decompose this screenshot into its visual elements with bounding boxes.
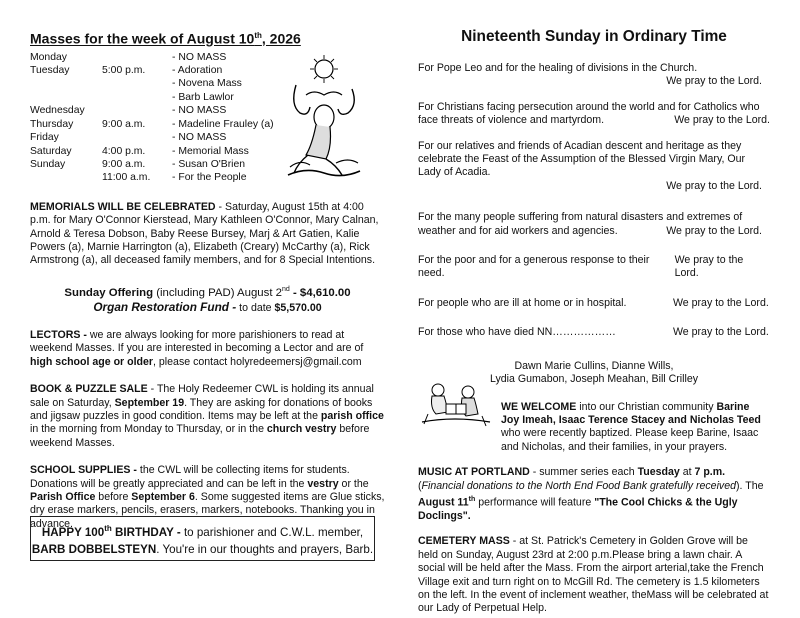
prayer-7 bbox=[418, 326, 770, 339]
children-reading-illustration-icon bbox=[418, 380, 493, 430]
memorials-paragraph bbox=[30, 201, 385, 268]
book-sale-office: parish office bbox=[320, 409, 384, 422]
offering-label: Sunday Offering bbox=[64, 286, 154, 299]
mass-schedule-table bbox=[30, 51, 312, 185]
birthday-name: BARB DOBBELSTEYN bbox=[31, 542, 157, 556]
schedule-row bbox=[30, 118, 312, 131]
schedule-time: 9:00 a.m. bbox=[102, 158, 146, 170]
schedule-row bbox=[30, 91, 312, 104]
welcome-text-2: who were recently baptized. Please keep Barine, Isaac and Nicholas, and their families, in your prayers. bbox=[501, 427, 759, 453]
music-date-sup: th bbox=[468, 495, 476, 503]
schedule-day bbox=[30, 91, 102, 104]
schedule-day: Saturday bbox=[30, 145, 72, 157]
music-band: "The Cool Chicks & the Ugly Doclings". bbox=[418, 496, 738, 522]
prayer-1-response: We pray to the Lord. bbox=[666, 75, 762, 88]
birthday-heading-2: BIRTHDAY - bbox=[111, 525, 181, 539]
prayer-5 bbox=[418, 254, 770, 281]
book-sale-text-3: in the morning from Monday to Thursday, or in the bbox=[30, 423, 267, 436]
organ-fund-mid: to date bbox=[236, 301, 275, 314]
offering-amount: - $4,610.00 bbox=[289, 286, 351, 299]
cemetery-heading: CEMETERY MASS bbox=[418, 535, 510, 548]
schedule-row bbox=[30, 158, 312, 171]
organ-fund-label: Organ Restoration Fund - bbox=[93, 299, 237, 314]
schedule-item: - NO MASS bbox=[172, 51, 227, 63]
schedule-item: - Novena Mass bbox=[172, 78, 242, 90]
birthday-sup: th bbox=[104, 524, 112, 533]
prayer-1-text: For Pope Leo and for the healing of divisions in the Church. bbox=[418, 62, 698, 74]
offering-line bbox=[30, 282, 385, 301]
music-donations: Financial donations to the North End Food Bank gratefully received bbox=[421, 479, 736, 492]
prayer-3-response: We pray to the Lord. bbox=[666, 179, 762, 192]
schedule-time bbox=[102, 51, 172, 64]
prayer-1 bbox=[418, 62, 770, 75]
schedule-day: Friday bbox=[30, 132, 59, 144]
book-sale-text-4: before weekend Masses. bbox=[30, 423, 370, 449]
school-text-4: . Some suggested items are Glue sticks, dry erase markers, pencils, erasers, markers, notebooks. Thanking you in advance. bbox=[30, 491, 385, 530]
prayer-names-2: Lydia Gumabon, Joseph Meahan, Bill Crilley bbox=[489, 373, 699, 386]
music-text-1: - summer series each bbox=[529, 466, 638, 479]
prayer-2-text: For Christians facing persecution around the world and for Catholics who face threats of violence and martyrdom. bbox=[418, 100, 760, 127]
lectors-contact: , please contact holyredeemersj@gmail.com bbox=[153, 355, 362, 368]
music-day: Tuesday bbox=[637, 466, 680, 479]
welcome-text-1: into our Christian community bbox=[576, 400, 717, 413]
prayer-5-text: For the poor and for a generous response to their need. bbox=[418, 254, 650, 280]
schedule-time bbox=[102, 77, 172, 90]
schedule-row bbox=[30, 77, 312, 90]
mass-title-year: , 2026 bbox=[261, 30, 301, 47]
book-sale-text-1: - The Holy Redeemer CWL is holding its annual sale on Saturday, bbox=[30, 383, 374, 409]
birthday-line-1 bbox=[31, 520, 374, 541]
schedule-time: 11:00 a.m. bbox=[102, 172, 151, 184]
music-date: August 11 bbox=[418, 496, 469, 509]
music-text-2: at bbox=[679, 466, 695, 479]
music-text-5: performance will feature bbox=[475, 496, 595, 509]
book-sale-vestry: church vestry bbox=[266, 423, 337, 436]
schedule-row bbox=[30, 145, 312, 158]
birthday-line-2 bbox=[31, 541, 374, 558]
lectors-paragraph bbox=[30, 329, 385, 369]
schedule-day bbox=[30, 171, 102, 184]
prayer-4-text: For the many people suffering from natural disasters and extremes of weather and for aid workers and agencies. bbox=[418, 211, 743, 237]
music-text-3: ( bbox=[418, 479, 422, 492]
right-column: Nineteenth Sunday in Ordinary Time For Pope Leo and for the healing of divisions in the Church. We pray to the Lord. For Christians facing persecution around the world and for Catholics who face threats of violence and martyrdom. We pray to the Lord. For our relatives and friends of Acadian descent and heritage as they celebrate the Feast of the Assumption of the Blessed Virgin Mary, Our Lady of Acadia. We pray to the Lord. For the many people suffering from natural disasters and extremes of weather and for aid workers and agencies. We pray to the Lord. For the poor and for a generous response to their need. We pray to the Lord. For people who are ill at home or in hospital. We pray to the Lord. For those who have died NN……………… We pray to the Lord. Dawn Marie Cullins, Dianne Wills, Lydia Gumabon, Joseph Meahan, Bill Crilley WE WELCOME into our Christian community Barine Joy Imeah, Isaac Terence Stacey and Nicholas Teed who were recently baptized. Please keep Barine, Isaac and Nicholas, and their families, in your prayers. MUSIC AT PORTLAND - summer series each Tuesday at 7 p.m. (Financial donations to the North End Food Bank gratefully received). The August 11th performance will feature "The Cool Chicks & the Ugly Doclings". CEMETERY MASS - at St. Patrick's Cemetery in Golden Grove will be held on Sunday, August 23rd at 2:00 p.m.Please bring a lawn chair. A social will be held after the Mass. From the airport arterial,take the French Village exit and turn right on to McGill Rd. The cemetery is 1.5 kilometers on the left. In the event of inclement weather, theMass will be celebrated at our Lady of Perpetual Help. bbox=[418, 28, 770, 615]
schedule-time: 4:00 p.m. bbox=[102, 145, 146, 157]
organ-fund-amount: $5,570.00 bbox=[274, 301, 322, 314]
schedule-day bbox=[30, 77, 102, 90]
schedule-item: - Susan O'Brien bbox=[172, 158, 246, 170]
liturgy-title: Nineteenth Sunday in Ordinary Time bbox=[461, 28, 727, 45]
schedule-item: - NO MASS bbox=[172, 105, 227, 117]
offering-sup: nd bbox=[281, 285, 290, 293]
birthday-box bbox=[30, 516, 375, 561]
music-heading: MUSIC AT PORTLAND bbox=[418, 466, 530, 479]
birthday-heading: HAPPY 100 bbox=[41, 525, 105, 539]
schedule-row bbox=[30, 64, 312, 77]
schedule-time bbox=[102, 131, 172, 144]
memorials-body: - Saturday, August 15th at 4:00 p.m. for Mary O'Connor Kierstead, Mary Kathleen O'Connor, Mary Calnan, Arnold & Teresa Dobson, Baby Reese Bursey, Marj & Art Gatien, Kalie Powers (a), Marnie Harrington (a), Elizabeth (Creary) McCarthy (a), Rick Armstrong (a), all deceased family members, and for 8 Special Intentions. bbox=[30, 200, 379, 267]
cemetery-body: - at St. Patrick's Cemetery in Golden Grove will be held on Sunday, August 23rd at 2:00 p.m.Please bring a lawn chair. A social will be held after the Mass. From the airport arterial,take the French Village exit and turn right on to McGill Rd. The cemetery is 1.5 kilometers on the left. In the event of inclement weather, theMass will be celebrated at our Lady of Perpetual Help. bbox=[418, 535, 769, 615]
schedule-time: 9:00 a.m. bbox=[102, 118, 146, 130]
prayer-names-1: Dawn Marie Cullins, Dianne Wills, bbox=[514, 359, 674, 372]
schedule-item: - NO MASS bbox=[172, 132, 227, 144]
music-time: 7 p.m. bbox=[694, 466, 726, 479]
schedule-item: - Adoration bbox=[172, 65, 223, 77]
lectors-body: we are always looking for more parishioners to read at weekend Masses. If you are interested in becoming a Lector and are of bbox=[30, 328, 364, 355]
schedule-time: 5:00 p.m. bbox=[102, 65, 146, 77]
book-sale-date: September 19 bbox=[114, 396, 185, 409]
school-vestry: vestry bbox=[307, 477, 339, 490]
schedule-row bbox=[30, 104, 312, 117]
schedule-day: Thursday bbox=[30, 118, 74, 130]
schedule-day: Wednesday bbox=[30, 105, 85, 117]
prayer-6-text: For people who are ill at home or in hospital. bbox=[418, 296, 627, 309]
schedule-item: - Barb Lawlor bbox=[172, 91, 234, 103]
prayer-3-text: For our relatives and friends of Acadian descent and heritage as they celebrate the Feast of the Assumption of the Blessed Virgin Mary, Our Lady of Acadia. bbox=[418, 139, 746, 179]
book-sale-paragraph bbox=[30, 383, 385, 450]
holy-spirit-illustration-icon bbox=[286, 55, 362, 181]
prayer-5-response: We pray to the Lord. bbox=[674, 254, 744, 280]
schedule-day: Tuesday bbox=[30, 65, 70, 77]
book-sale-text-2: . They are asking for donations of books and jigsaw puzzles in good condition. Items may be left at the bbox=[30, 396, 373, 422]
schedule-time bbox=[102, 91, 172, 104]
lectors-age: high school age or older bbox=[30, 355, 154, 368]
schedule-day: Monday bbox=[30, 51, 67, 63]
prayer-6 bbox=[418, 297, 770, 310]
schedule-item: - For the People bbox=[172, 172, 247, 184]
welcome-names: Barine Joy Imeah, Isaac Terence Stacey and Nicholas Teed bbox=[501, 400, 761, 426]
music-paragraph bbox=[418, 466, 770, 523]
mass-title-text: Masses for the week of August 10 bbox=[30, 30, 255, 47]
school-text-3: before bbox=[95, 491, 132, 504]
birthday-text-1: to parishioner and C.W.L. member, bbox=[180, 525, 364, 539]
schedule-row bbox=[30, 131, 312, 144]
schedule-row bbox=[30, 51, 312, 64]
schedule-time bbox=[102, 104, 172, 117]
prayer-7-response: We pray to the Lord. bbox=[673, 326, 769, 339]
book-sale-heading: BOOK & PUZZLE SALE bbox=[30, 383, 148, 396]
school-text-2: or the bbox=[338, 477, 369, 490]
memorials-heading: MEMORIALS WILL BE CELEBRATED bbox=[30, 200, 216, 213]
mass-schedule-title bbox=[30, 28, 385, 47]
organ-fund-line bbox=[30, 301, 385, 315]
schedule-day: Sunday bbox=[30, 158, 66, 170]
offering-mid: (including PAD) August 2 bbox=[153, 286, 282, 299]
school-date: September 6 bbox=[131, 491, 195, 504]
school-supplies-heading: SCHOOL SUPPLIES - bbox=[30, 464, 137, 477]
welcome-paragraph bbox=[501, 401, 770, 455]
lectors-heading: LECTORS - bbox=[30, 328, 87, 341]
schedule-item: - Memorial Mass bbox=[172, 145, 249, 157]
school-text-1: the CWL will be collecting items for students. Donations will be greatly appreciated and can be left in the bbox=[30, 464, 350, 490]
music-text-4: ). The bbox=[736, 479, 764, 492]
mass-title-sup: th bbox=[254, 31, 262, 40]
schedule-item: - Madeline Frauley (a) bbox=[172, 118, 274, 130]
prayer-3 bbox=[418, 140, 770, 180]
birthday-text-2: . You're in our thoughts and prayers, Barb. bbox=[156, 542, 374, 556]
cemetery-mass-paragraph bbox=[418, 535, 770, 615]
school-office: Parish Office bbox=[30, 491, 96, 504]
prayer-7-text: For those who have died NN……………… bbox=[418, 326, 616, 339]
schedule-row bbox=[30, 171, 312, 184]
prayer-6-response: We pray to the Lord. bbox=[673, 296, 769, 309]
welcome-heading: WE WELCOME bbox=[501, 400, 577, 413]
